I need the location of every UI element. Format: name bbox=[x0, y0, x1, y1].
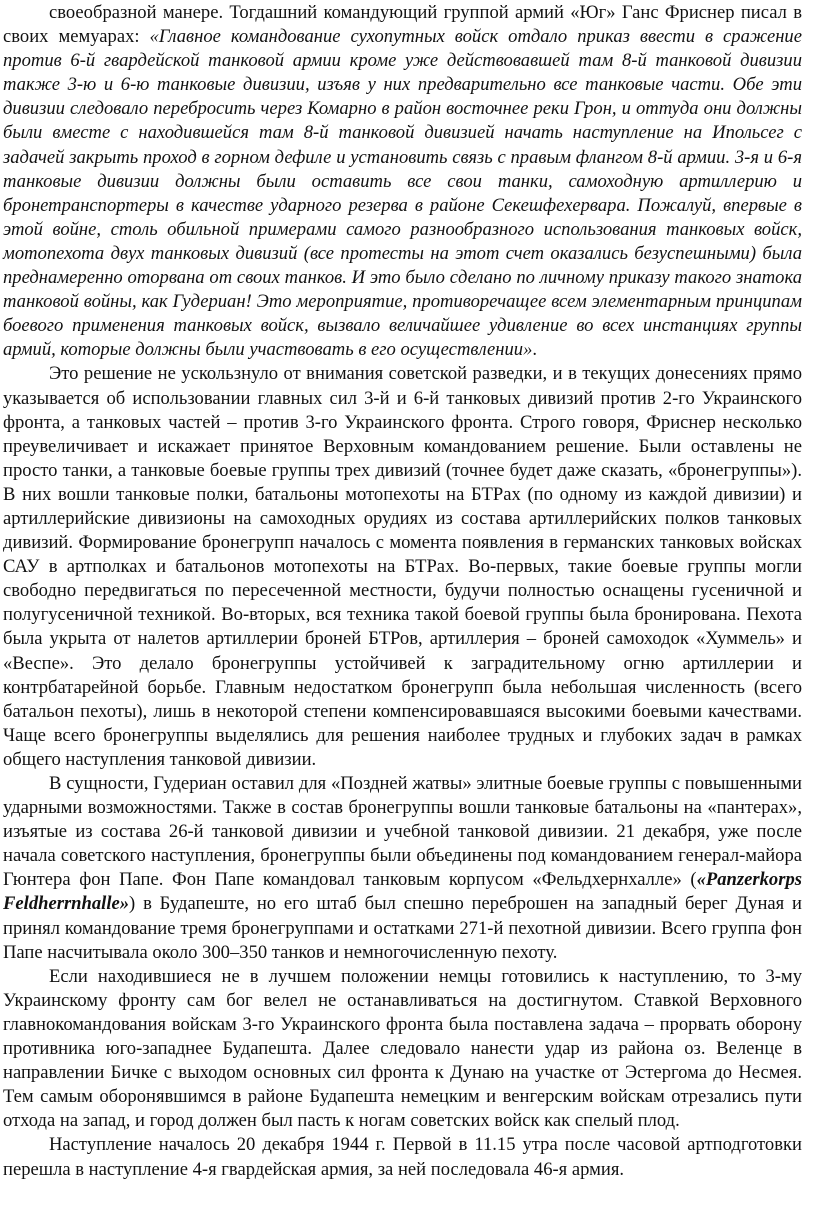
frisner-memoir-quote: «Главное командование сухопутных войск отдало приказ ввести в сражение против 6-й гвардейской танковой армии кроме уже действовавшей там 8-й танковой дивизии также 3-ю и 6-ю танковые дивизии, изъяв у них предварительно все танковые части. Обе эти дивизии следовало перебросить через Комарно в район восточнее реки Грон, и оттуда они должны были вместе с находившейся там 8-й танковой дивизией начать наступление на Ипольсег с задачей закрыть проход в горном дефиле и установить связь с правым флангом 8-й армии. 3-я и 6-я танковые дивизии должны были оставить все свои танки, самоходную артиллерию и бронетранспортеры в качестве ударного резерва в районе Секешфехервара. Пожалуй, впервые в этой войне, столь обильной примерами самого разнообразного использования танковых войск, мотопехота двух танковых дивизий (все протесты на этот счет оказались безуспешными) была преднамеренно оторвана от своих танков. И это было сделано по личному приказу такого знатока танковой войны, как Гудериан! Это мероприятие, противоречащее всем элементарным принципам боевого применения танковых войск, вызвало величайшее удивление во всех инстанциях группы армий, которые должны были участвовать в его осуществлении» bbox=[3, 26, 802, 361]
panzerkorps-name: «Panzerkorps Feldherrnhalle» bbox=[3, 869, 802, 915]
paragraph-1-tail: . bbox=[532, 339, 538, 361]
paragraph-4 bbox=[3, 965, 802, 1134]
paragraph-2 bbox=[3, 362, 802, 772]
paragraph-3 bbox=[3, 772, 802, 965]
paragraph-1-lead: своеобразной манере. Тогдашний командующий группой армий «Юг» Ганс Фриснер писал в своих мемуарах: bbox=[3, 2, 802, 48]
paragraph-3-lead: В сущности, Гудериан оставил для «Поздней жатвы» элитные боевые группы с повышенными ударными возможностями. Также в состав бронегруппы вошли танковые батальоны на «пантерах», изъятые из состава 26-й танковой дивизии и учебной танковой дивизии. 21 декабря, уже после начала советского наступления, бронегруппы были объединены под командованием генерал-майора Гюнтера фон Папе. Фон Папе командовал танковым корпусом «Фельдхернхалле» ( bbox=[3, 773, 802, 891]
paragraph-5 bbox=[3, 1133, 802, 1181]
paragraph-2-text: Это решение не ускользнуло от внимания советской разведки, и в текущих донесениях прямо указывается об использовании главных сил 3-й и 6-й танковых дивизий против 2-го Украинского фронта, а танковых частей – против 3-го Украинского фронта. Строго говоря, Фриснер несколько преувеличивает и искажает принятое Верховным командованием решение. Были оставлены не просто танки, а танковые боевые группы трех дивизий (точнее будет даже сказать, «бронегруппы»). В них вошли танковые полки, батальоны мотопехоты на БТРах (по одному из каждой дивизии) и артиллерийские дивизионы на самоходных орудиях из состава артиллерийских полков танковых дивизий. Формирование бронегрупп началось с момента появления в германских танковых войсках САУ в артполках и батальонов мотопехоты на БТРах. Во-первых, такие боевые группы могли свободно передвигаться по пересеченной местности, будучи полностью оснащены гусеничной и полугусеничной техникой. Во-вторых, вся техника такой боевой группы была бронирована. Пехота была укрыта от налетов артиллерии броней БТРов, артиллерия – броней самоходок «Хуммель» и «Веспе». Это делало бронегруппы устойчивей к заградительному огню артиллерии и контрбатарейной борьбе. Главным недостатком бронегрупп была небольшая численность (всего батальон пехоты), лишь в некоторой степени компенсировавшаяся высокими боевыми качествами. Чаще всего бронегруппы выделялись для решения наиболее трудных и глубоких задач в рамках общего наступления танковой дивизии. bbox=[3, 363, 802, 770]
paragraph-3-tail: ) в Будапеште, но его штаб был спешно переброшен на западный берег Дуная и принял командование тремя бронегруппами и остатками 271-й пехотной дивизии. Всего группа фон Папе насчитывала около 300–350 танков и немногочисленную пехоту. bbox=[3, 893, 802, 963]
paragraph-4-text: Если находившиеся не в лучшем положении немцы готовились к наступлению, то 3-му Украинскому фронту сам бог велел не останавливаться на достигнутом. Ставкой Верховного главнокомандования войскам 3-го Украинского фронта была поставлена задача – прорвать оборону противника юго-западнее Будапешта. Далее следовало нанести удар из района оз. Веленце в направлении Бичке с выходом основных сил фронта к Дунаю на участке от Эстергома до Несмея. Тем самым оборонявшимся в районе Будапешта немецким и венгерским войскам отрезались пути отхода на запад, и город должен был пасть к ногам советских войск как спелый плод. bbox=[3, 965, 802, 1132]
paragraph-1 bbox=[3, 1, 802, 362]
paragraph-5-text: Наступление началось 20 декабря 1944 г. Первой в 11.15 утра после часовой артподготовки перешла в наступление 4-я гвардейская армия, за ней последовала 46-я армия. bbox=[3, 1134, 802, 1180]
